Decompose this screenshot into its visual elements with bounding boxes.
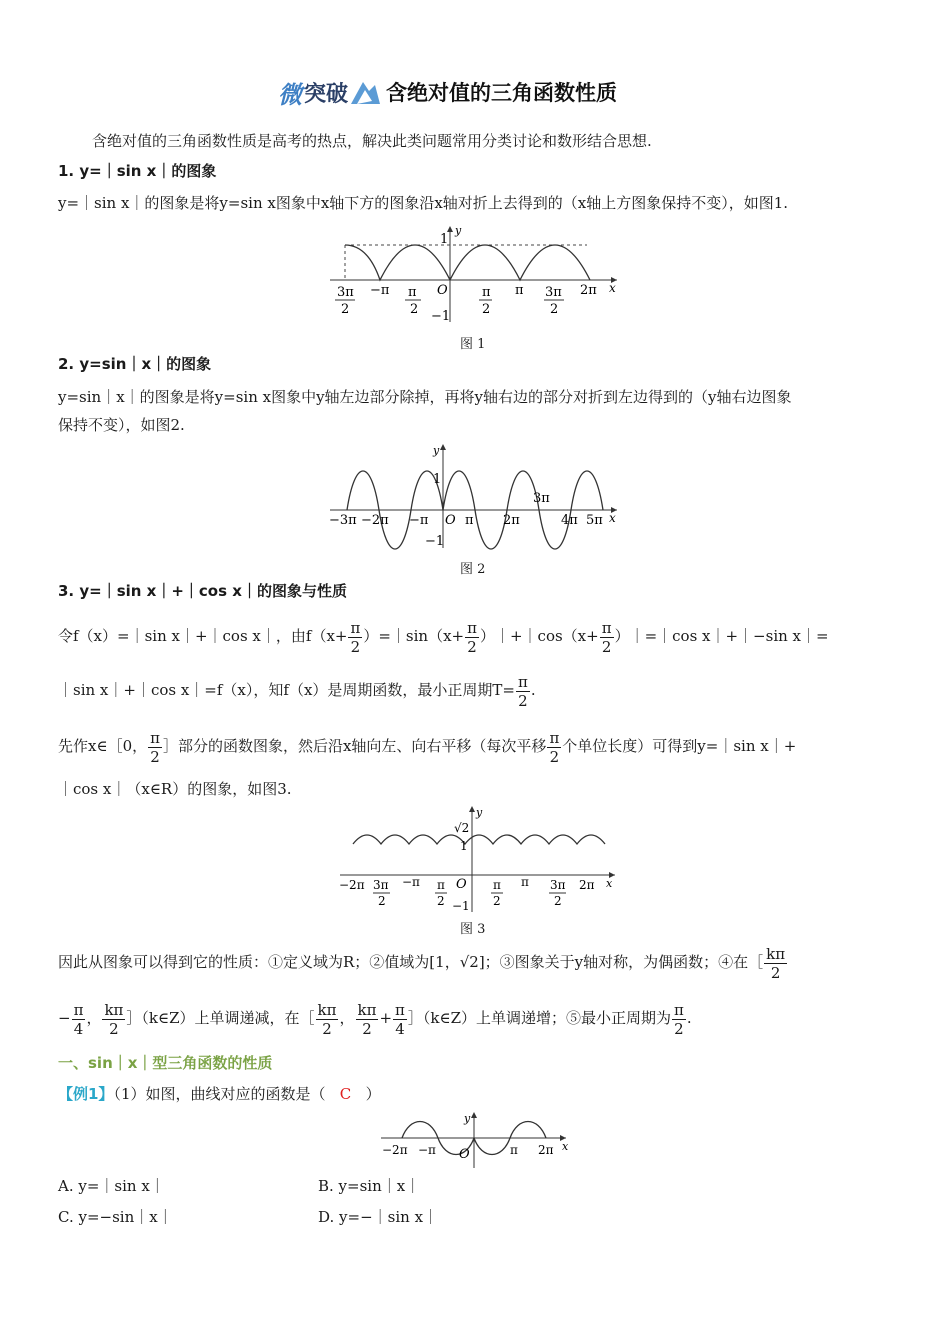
ex1-origin: O xyxy=(459,1147,470,1162)
figure-2 xyxy=(325,440,625,550)
question-close: ） xyxy=(365,1085,381,1103)
fig2-tick-label: 2π xyxy=(503,513,520,528)
fig2-tick-label: 1 xyxy=(433,472,442,487)
fig1-tick-label: −1 xyxy=(431,309,451,324)
fraction: $\frac{k\pi}{2}$ xyxy=(357,1000,377,1038)
fraction: $\frac{\pi}{4}$ xyxy=(73,1000,84,1038)
brand-logo-icon xyxy=(348,77,382,107)
fraction: $\frac{k\pi}{2}$ xyxy=(766,944,786,982)
fraction: $\frac{\pi}{2}$ xyxy=(150,728,160,766)
ex1-x-label: x xyxy=(562,1140,569,1153)
option-d: D. y=−｜sin x｜ xyxy=(318,1208,439,1226)
text-run: 个单位长度）可得到y=｜sin x｜+ xyxy=(562,737,797,755)
text-run: . xyxy=(530,681,536,699)
fig1-tick-label: 2π xyxy=(580,283,597,298)
example-tag: 【例1】 xyxy=(58,1085,114,1103)
fig3-curve xyxy=(353,835,605,844)
ex1-tick-label: 2π xyxy=(538,1143,554,1157)
section-3-heading: 3. y=｜sin x｜+｜cos x｜的图象与性质 xyxy=(58,582,347,600)
text-run: . xyxy=(686,1009,692,1027)
properties-line-1 xyxy=(58,940,788,984)
text-run: ］部分的函数图象，然后沿x轴向左、向右平移（每次平移 xyxy=(162,737,547,755)
fig3-tick-label: √2 xyxy=(454,821,470,835)
fig3-tick-label: π xyxy=(437,878,445,892)
section-1-heading: 1. y=｜sin x｜的图象 xyxy=(58,162,217,180)
fig1-tick-label: 2 xyxy=(550,302,559,317)
fraction: $\frac{\pi}{2}$ xyxy=(549,728,560,766)
fraction: $\frac{k\pi}{2}$ xyxy=(104,1000,124,1038)
fig2-tick-label: 5π xyxy=(586,513,603,528)
fig3-tick-label: 2 xyxy=(437,894,445,908)
fig1-tick-label: −π xyxy=(370,283,390,298)
fig1-origin: O xyxy=(437,283,448,298)
fig1-tick-label: π xyxy=(482,285,491,300)
fig3-tick-label: 2 xyxy=(378,894,386,908)
text-run: + xyxy=(379,1009,393,1027)
page-title: 含绝对值的三角函数性质 xyxy=(386,81,618,105)
fig1-tick-label: 1 xyxy=(440,232,449,247)
intro-text: 含绝对值的三角函数性质是高考的热点，解决此类问题常用分类讨论和数形结合思想. xyxy=(92,132,652,150)
ex1-tick-label: −2π xyxy=(382,1143,408,1157)
fig3-tick-label: 2 xyxy=(554,894,562,908)
section-3-line-2 xyxy=(58,668,536,712)
question-text: （1）如图，曲线对应的函数是（ xyxy=(113,1085,326,1103)
text-run: ， xyxy=(86,1009,102,1027)
fig1-curve xyxy=(345,245,590,280)
text-run: ）｜+｜cos（x+ xyxy=(479,627,599,645)
fig3-tick-label: π xyxy=(521,875,529,889)
fig1-tick-label: 3π xyxy=(545,285,562,300)
text-run: ]；③图象关于y轴对称，为偶函数；④在［ xyxy=(478,953,764,971)
option-a: A. y=｜sin x｜ xyxy=(58,1177,165,1195)
section-3-line-1 xyxy=(58,614,829,658)
option-b: B. y=sin｜x｜ xyxy=(318,1177,421,1195)
text-run: ， xyxy=(339,1009,355,1027)
fig2-x-label: x xyxy=(609,511,616,525)
fig2-tick-label: 3π xyxy=(533,491,550,506)
figure-3 xyxy=(335,800,625,915)
option-c: C. y=−sin｜x｜ xyxy=(58,1208,173,1226)
fig3-tick-label: 2 xyxy=(493,894,501,908)
fig2-tick-label: −2π xyxy=(361,513,389,528)
fig2-tick-label: 4π xyxy=(561,513,578,528)
section-2-body-2: 保持不变），如图2. xyxy=(58,416,185,434)
properties-line-2 xyxy=(58,996,692,1040)
example-1-figure xyxy=(378,1110,578,1170)
figure-3-caption: 图 3 xyxy=(460,922,486,937)
fig1-y-label: y xyxy=(455,224,462,237)
fig3-tick-label: −2π xyxy=(339,878,365,892)
text-run: − xyxy=(58,1009,71,1027)
fig1-x-label: x xyxy=(609,281,616,295)
brand-mark: 微 xyxy=(278,80,302,109)
fig3-y-label: y xyxy=(476,806,483,819)
fig2-tick-label: −1 xyxy=(425,534,445,549)
part-1-heading: 一、sin｜x｜型三角函数的性质 xyxy=(58,1054,273,1072)
text-run: ］（k∈Z）上单调递增；⑤最小正周期为 xyxy=(407,1009,672,1027)
fig1-tick-label: 2 xyxy=(341,302,350,317)
fraction: $\frac{\pi}{2}$ xyxy=(517,672,528,710)
text-run: ｜sin x｜+｜cos x｜=f（x），知f（x）是周期函数，最小正周期T= xyxy=(58,681,515,699)
ex1-tick-label: −π xyxy=(418,1143,436,1157)
figure-2-caption: 图 2 xyxy=(460,562,486,577)
fig1-tick-label: 2 xyxy=(482,302,491,317)
fig3-y-arrow-icon xyxy=(469,806,475,812)
text-run: ］（k∈Z）上单调递减，在［ xyxy=(126,1009,315,1027)
section-3-line-4: ｜cos x｜（x∈R）的图象，如图3. xyxy=(58,780,292,798)
example-1-question xyxy=(58,1083,381,1105)
fraction: $\frac{\pi}{2}$ xyxy=(601,618,612,656)
section-3-line-3 xyxy=(58,724,796,768)
section-2-body-1: y=sin｜x｜的图象是将y=sin x图象中y轴左边部分除掉，再将y轴右边的部分对折到左边得到的（y轴右边图象 xyxy=(58,388,792,406)
fig3-origin: O xyxy=(456,877,467,892)
fraction: $\frac{\pi}{2}$ xyxy=(467,618,477,656)
text-run: 先作x∈［0， xyxy=(58,737,148,755)
fig3-tick-label: −1 xyxy=(452,899,470,913)
fig2-y-label: y xyxy=(433,444,440,457)
fig2-tick-label: −3π xyxy=(329,513,357,528)
header xyxy=(278,70,617,114)
fig3-x-label: x xyxy=(606,877,613,890)
section-1-body: y=｜sin x｜的图象是将y=sin x图象中x轴下方的图象沿x轴对折上去得到的（x轴上方图象保持不变），如图1. xyxy=(58,194,789,212)
fig1-tick-label: π xyxy=(408,285,417,300)
ex1-tick-label: π xyxy=(510,1143,518,1157)
figure-1-caption: 图 1 xyxy=(460,337,486,352)
fig3-tick-label: −π xyxy=(402,875,420,889)
fraction: $\frac{\pi}{2}$ xyxy=(674,1000,684,1038)
fig1-tick-label: 3π xyxy=(337,285,354,300)
section-2-heading: 2. y=sin｜x｜的图象 xyxy=(58,355,212,373)
text-run: √2 xyxy=(459,953,479,971)
fraction: $\frac{k\pi}{2}$ xyxy=(317,1000,337,1038)
ex1-y-arrow-icon xyxy=(471,1112,477,1118)
fig2-tick-label: π xyxy=(465,513,474,528)
figure-1 xyxy=(325,222,625,327)
fig3-tick-label: π xyxy=(493,878,501,892)
fig3-tick-label: 1 xyxy=(460,839,468,853)
fig1-tick-label: 2 xyxy=(410,302,419,317)
answer-mark: C xyxy=(339,1085,352,1103)
fig2-y-arrow-icon xyxy=(440,444,446,450)
text-run: ）｜=｜cos x｜+｜−sin x｜= xyxy=(614,627,829,645)
text-run: ）=｜sin（x+ xyxy=(363,627,465,645)
fig3-tick-label: 2π xyxy=(579,878,595,892)
text-run: 令f（x）=｜sin x｜+｜cos x｜，由f（x+ xyxy=(58,627,348,645)
fraction: $\frac{\pi}{4}$ xyxy=(395,1000,405,1038)
fraction: $\frac{\pi}{2}$ xyxy=(350,618,361,656)
text-run: 因此从图象可以得到它的性质：①定义域为R；②值域为[1， xyxy=(58,953,460,971)
fig2-origin: O xyxy=(445,513,456,528)
fig1-tick-label: π xyxy=(515,283,524,298)
fig2-tick-label: −π xyxy=(409,513,429,528)
brand-text: 突破 xyxy=(304,81,349,107)
fig3-tick-label: 3π xyxy=(550,878,566,892)
fig3-tick-label: 3π xyxy=(373,878,389,892)
ex1-y-label: y xyxy=(464,1112,471,1125)
